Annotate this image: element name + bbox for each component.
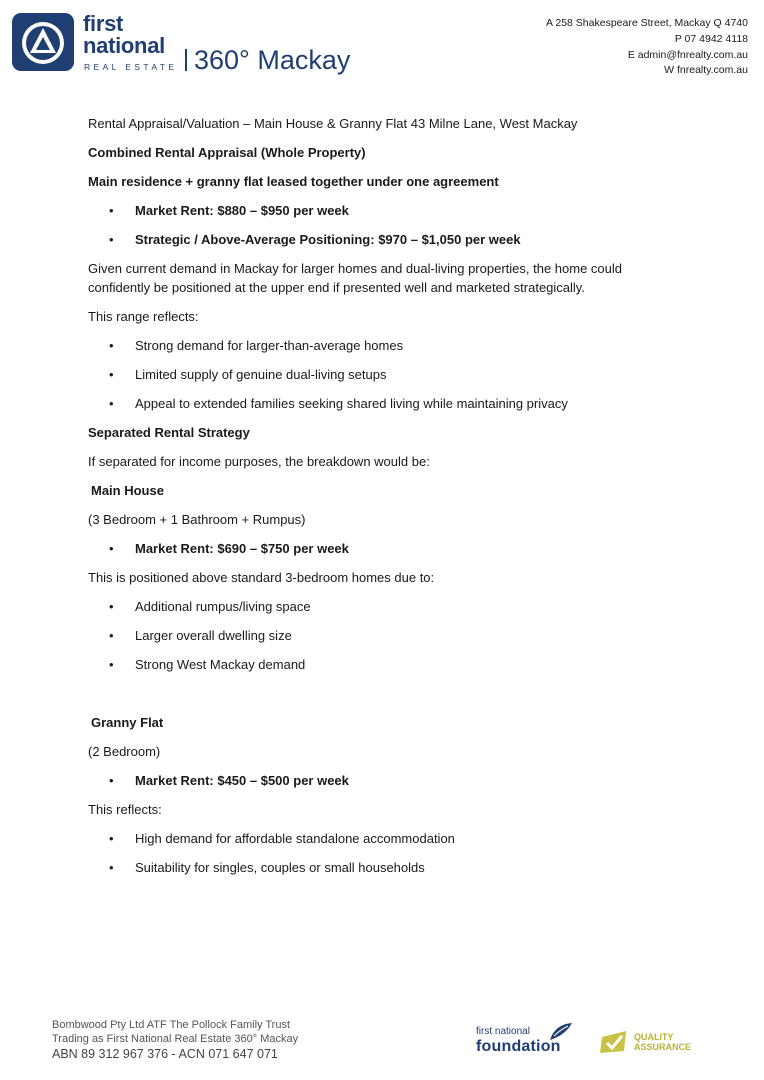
brand-line-real-estate: REAL ESTATE bbox=[84, 62, 178, 72]
list-item: • Market Rent: $880 – $950 per week bbox=[88, 201, 678, 220]
contact-email: E admin@fnrealty.com.au bbox=[627, 48, 748, 61]
main-house-heading: Main House bbox=[91, 483, 164, 498]
granny-flat-heading: Granny Flat bbox=[91, 715, 164, 730]
list-item: • Strategic / Above-Average Positioning: $970 – $1,050 per week bbox=[88, 230, 678, 249]
demand-paragraph: Given current demand in Mackay for larger homes and dual-living properties, the home could confidently be positioned at the upper end if presented well and marketed strategically. bbox=[88, 261, 622, 295]
qa-line-1: QUALITY bbox=[634, 1032, 674, 1042]
logo-badge-icon bbox=[12, 13, 74, 71]
list-item: • Limited supply of genuine dual-living setups bbox=[88, 365, 678, 384]
logo-wordmark bbox=[82, 13, 372, 75]
separated-heading: Separated Rental Strategy bbox=[88, 425, 250, 440]
granny-flat-description: (2 Bedroom) bbox=[88, 744, 161, 759]
document-title: Rental Appraisal/Valuation – Main House & Granny Flat 43 Milne Lane, West Mackay bbox=[88, 116, 578, 131]
separated-intro: If separated for income purposes, the breakdown would be: bbox=[88, 454, 430, 469]
list-item: • Suitability for singles, couples or small households bbox=[88, 858, 678, 877]
list-item: • Market Rent: $450 – $500 per week bbox=[88, 771, 678, 790]
contact-phone: P 07 4942 4118 bbox=[674, 32, 748, 45]
office-name: 360° Mackay bbox=[194, 45, 351, 75]
granny-flat-reasons-list bbox=[88, 829, 678, 877]
main-house-description: (3 Bedroom + 1 Bathroom + Rumpus) bbox=[88, 512, 306, 527]
document-body bbox=[88, 114, 678, 887]
brand-divider bbox=[185, 49, 187, 71]
list-item: • Strong West Mackay demand bbox=[88, 655, 678, 674]
range-reasons-list bbox=[88, 336, 678, 413]
quality-check-icon bbox=[598, 1029, 630, 1055]
foundation-logo bbox=[476, 1022, 586, 1058]
combined-rent-list bbox=[88, 201, 678, 249]
leaf-icon bbox=[548, 1022, 574, 1042]
granny-flat-reason-intro: This reflects: bbox=[88, 802, 162, 817]
brand-line-national: national bbox=[83, 33, 165, 58]
granny-flat-rent-list bbox=[88, 771, 678, 790]
contact-website: W fnrealty.com.au bbox=[664, 64, 748, 77]
combined-subheading: Main residence + granny flat leased together under one agreement bbox=[88, 174, 499, 189]
foundation-big-text: foundation bbox=[476, 1038, 561, 1055]
list-item: • Larger overall dwelling size bbox=[88, 626, 678, 645]
list-item: • Strong demand for larger-than-average homes bbox=[88, 336, 678, 355]
quality-assurance-logo bbox=[598, 1029, 708, 1059]
list-item: • Appeal to extended families seeking shared living while maintaining privacy bbox=[88, 394, 678, 413]
brand-line-first: first bbox=[83, 11, 124, 36]
quality-assurance-text bbox=[634, 1032, 691, 1052]
list-item: • Additional rumpus/living space bbox=[88, 597, 678, 616]
footer-abn: ABN 89 312 967 376 - ACN 071 647 071 bbox=[52, 1047, 278, 1061]
combined-heading: Combined Rental Appraisal (Whole Property) bbox=[88, 145, 366, 160]
contact-address: A 258 Shakespeare Street, Mackay Q 4740 bbox=[546, 17, 748, 29]
foundation-small-text: first national bbox=[476, 1026, 530, 1037]
main-house-reason-intro: This is positioned above standard 3-bedroom homes due to: bbox=[88, 570, 435, 585]
qa-line-2: ASSURANCE bbox=[634, 1042, 692, 1052]
main-house-reasons-list bbox=[88, 597, 678, 674]
list-item: • High demand for affordable standalone accommodation bbox=[88, 829, 678, 848]
footer-trading: Trading as First National Real Estate 360° Mackay bbox=[52, 1032, 299, 1045]
footer-company: Bombwood Pty Ltd ATF The Pollock Family Trust bbox=[52, 1019, 291, 1031]
company-logo bbox=[12, 13, 372, 75]
main-house-rent-list bbox=[88, 539, 678, 558]
list-item: • Market Rent: $690 – $750 per week bbox=[88, 539, 678, 558]
range-intro: This range reflects: bbox=[88, 309, 199, 324]
footer-legal bbox=[52, 1019, 298, 1063]
contact-block bbox=[546, 16, 748, 79]
